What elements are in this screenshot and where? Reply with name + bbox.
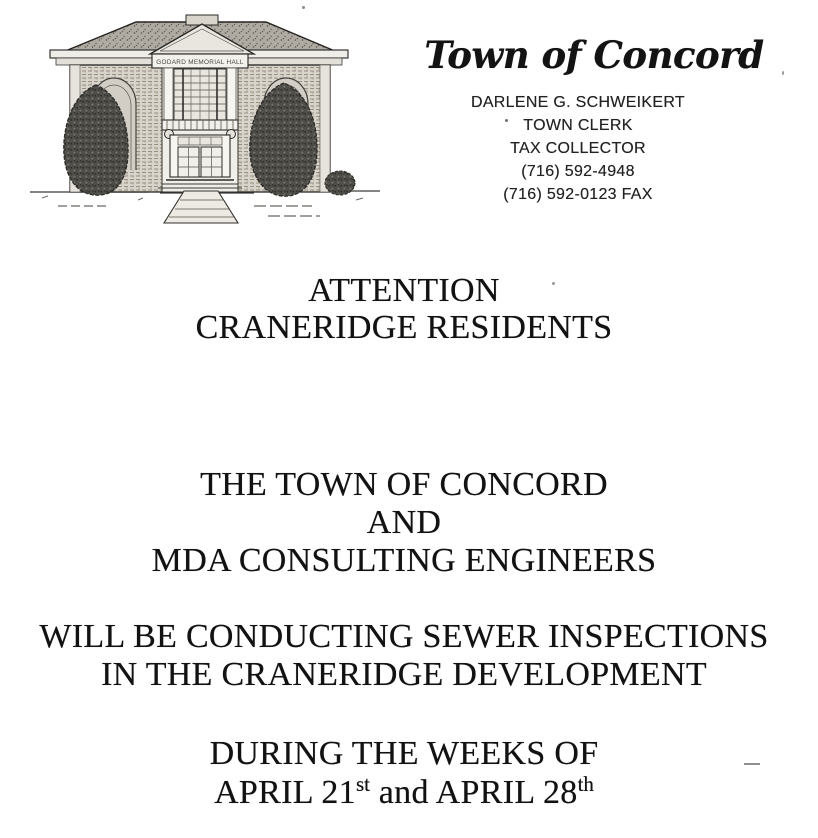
contact-name: DARLENE G. SCHWEIKERT: [470, 94, 686, 111]
walkway: [164, 191, 238, 223]
dates-line-1: DURING THE WEEKS OF: [209, 735, 599, 772]
attention-line-2: CRANERIDGE RESIDENTS: [195, 309, 613, 346]
date-april-28: and APRIL 28: [369, 774, 578, 811]
contact-fax: (716) 592-0123 FAX: [503, 186, 653, 203]
right-quoin: [320, 65, 330, 192]
scan-artifact: [302, 6, 305, 9]
attention-line-1: ATTENTION: [308, 272, 500, 309]
contact-block: [410, 91, 746, 206]
action-line-2: IN THE CRANERIDGE DEVELOPMENT: [101, 656, 707, 693]
parties-line-2: AND: [366, 504, 442, 541]
parties-line-3: MDA CONSULTING ENGINEERS: [151, 542, 657, 579]
action-paragraph: [0, 618, 813, 694]
building-sign-text: GODARD MEMORIAL HALL: [156, 59, 244, 66]
date-april-21: APRIL 21: [214, 774, 356, 811]
contact-phone: (716) 592-4948: [521, 163, 635, 180]
org-name: Town of Concord: [424, 33, 764, 77]
dates-line-2: [0, 773, 813, 816]
scan-artifact: [744, 763, 760, 765]
ordinal-th: th: [577, 772, 594, 796]
parties-paragraph: [0, 466, 813, 580]
contact-title: TOWN CLERK: [523, 117, 633, 134]
entrance-bay: [158, 68, 242, 192]
ordinal-st: st: [355, 772, 370, 796]
scan-artifact: [552, 282, 555, 285]
action-line-1: WILL BE CONDUCTING SEWER INSPECTIONS: [39, 618, 769, 655]
scan-artifact: [505, 119, 508, 122]
attention-heading: [0, 272, 813, 346]
scan-artifact: [782, 71, 784, 75]
dates-paragraph: [0, 734, 813, 816]
town-hall-illustration: [28, 10, 390, 224]
parties-line-1: THE TOWN OF CONCORD: [200, 466, 608, 503]
contact-role: TAX COLLECTOR: [510, 140, 646, 157]
